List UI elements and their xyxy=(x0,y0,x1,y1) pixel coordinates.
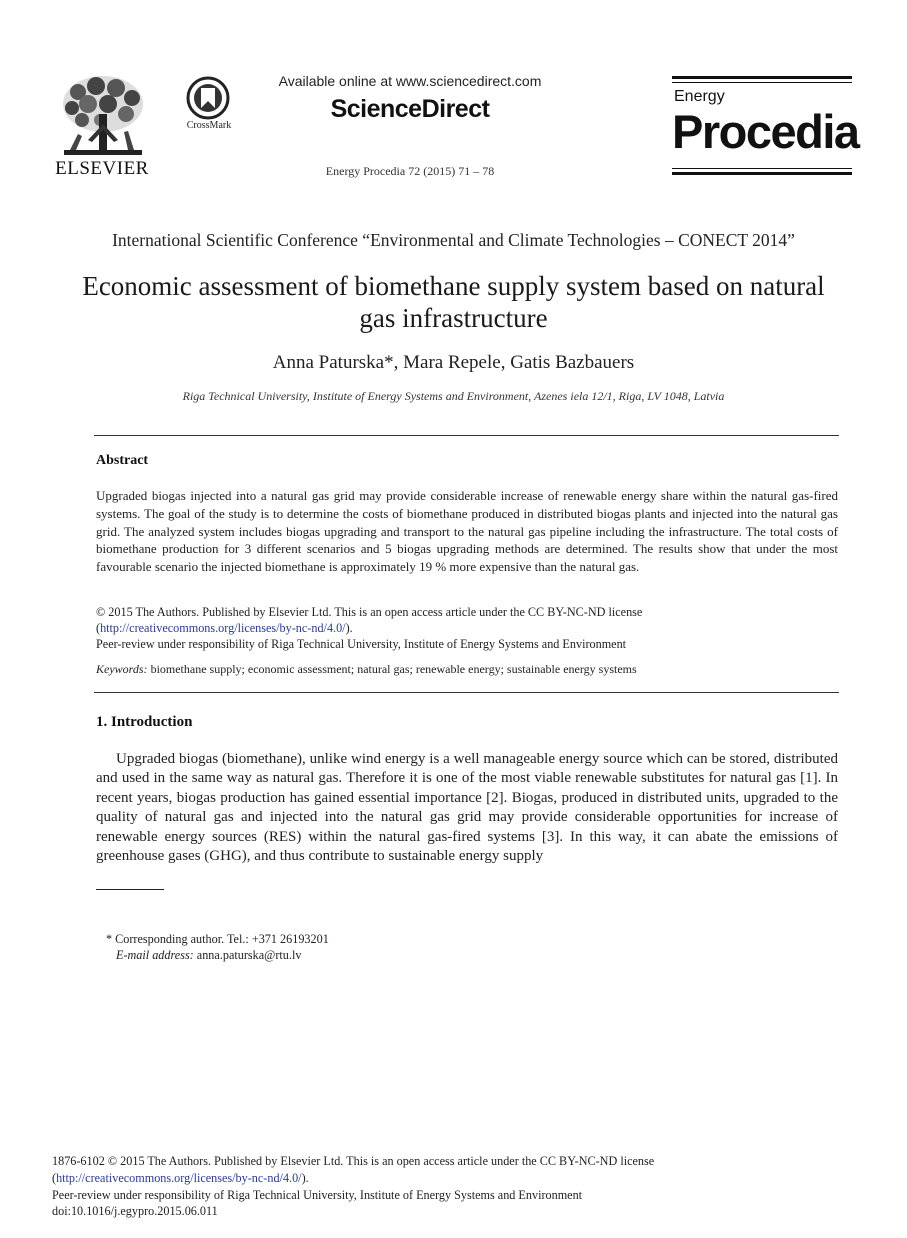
available-online: Available online at www.sciencedirect.com xyxy=(278,73,542,89)
elsevier-wordmark: ELSEVIER xyxy=(55,158,149,179)
abstract-text: Upgraded biogas injected into a natural gas grid may provide considerable increase of renewable energy share within the natural gas-fired systems. The goal of the study is to determine the costs of biomethane produced in distributed biogas plants and injected into the natural gas grid. The analyzed system includes biogas upgrading and transport to the natural gas pipeline including the infrastructure. The total costs of biomethane production for 3 different scenarios and 5 biogas upgrading methods are determined. The results show that under the most favourable scenario the injected biomethane is approximately 19 % more expensive than the natural gas. xyxy=(96,488,838,575)
journal-name-main: Procedia xyxy=(672,105,859,158)
footer-paren-open: ( xyxy=(52,1170,57,1185)
paper-title-line-1: Economic assessment of biomethane supply system based on natural xyxy=(82,271,825,301)
keywords-label: Keywords: xyxy=(96,662,148,676)
license-url-line xyxy=(96,620,838,636)
email-line xyxy=(106,947,329,963)
email-address[interactable]: anna.paturska@rtu.lv xyxy=(193,948,302,962)
crossmark-label: CrossMark xyxy=(186,120,232,131)
footnote xyxy=(106,931,329,963)
logo-rule-bottom xyxy=(672,172,852,175)
divider-top xyxy=(94,435,839,436)
keywords xyxy=(96,662,838,677)
footer-license-link[interactable]: http://creativecommons.org/licenses/by-nc-nd/4.0/ xyxy=(56,1170,302,1185)
elsevier-tree-icon xyxy=(58,74,148,158)
license-link[interactable]: http://creativecommons.org/licenses/by-nc-nd/4.0/ xyxy=(100,621,346,635)
divider-bottom xyxy=(94,692,839,693)
author-list: Anna Paturska*, Mara Repele, Gatis Bazbauers xyxy=(272,352,635,373)
paper-title-line-2: gas infrastructure xyxy=(359,303,548,333)
crossmark-icon xyxy=(186,76,230,120)
copyright-line: © 2015 The Authors. Published by Elsevier Ltd. This is an open access article under the CC BY-NC-ND license xyxy=(96,605,643,619)
doi[interactable]: doi:10.1016/j.egypro.2015.06.011 xyxy=(52,1204,218,1219)
footnote-rule xyxy=(96,889,164,890)
footer-peer-review: Peer-review under responsibility of Riga Technical University, Institute of Energy Systems and Environment xyxy=(52,1187,583,1202)
peer-review-line: Peer-review under responsibility of Riga Technical University, Institute of Energy Systems and Environment xyxy=(96,637,627,651)
logo-rule-top xyxy=(672,76,852,79)
email-label: E-mail address: xyxy=(116,948,194,962)
page-footer xyxy=(52,1153,852,1220)
energy-procedia-logo xyxy=(672,74,859,178)
sciencedirect-wordmark: ScienceDirect xyxy=(330,95,490,123)
paper-title xyxy=(60,270,847,334)
affiliation: Riga Technical University, Institute of Energy Systems and Environment, Azenes iela 12/1, Riga, LV 1048, Latvia xyxy=(182,389,725,403)
journal-name-top: Energy xyxy=(674,88,725,105)
logo-rule-bottom-thin xyxy=(672,168,852,169)
keywords-list: biomethane supply; economic assessment; natural gas; renewable energy; sustainable energy systems xyxy=(147,662,637,676)
journal-citation: Energy Procedia 72 (2015) 71 – 78 xyxy=(325,164,495,178)
abstract-heading: Abstract xyxy=(96,453,149,468)
license-paren-close: ). xyxy=(345,621,353,635)
license-block xyxy=(96,604,838,652)
section-heading-introduction: 1. Introduction xyxy=(96,714,193,730)
elsevier-logo xyxy=(52,74,152,178)
introduction-paragraph: Upgraded biogas (biomethane), unlike wind energy is a well manageable energy source which can be stored, distributed and used in the same way as natural gas. Therefore it is one of the most viable renewable substitutes for natural gas [1]. In recent years, biogas production has gained essential importance [2]. Biogas, produced in distributed units, upgraded to the quality of natural gas and injected into the natural gas grid may provide considerable opportunities for increase of renewable energy sources (RES) within the natural gas-fired systems [3]. In this way, it can abate the emissions of greenhouse gases (GHG), and thus contribute to sustainable energy supply xyxy=(96,751,838,865)
crossmark-badge[interactable] xyxy=(180,76,240,136)
footer-license-line xyxy=(52,1170,852,1187)
license-paren-open: ( xyxy=(96,621,101,635)
logo-rule-top-thin xyxy=(672,82,852,83)
footer-paren-close: ). xyxy=(301,1170,309,1185)
conference-name: International Scientific Conference “Environmental and Climate Technologies – CONECT 2014” xyxy=(112,230,795,250)
introduction-text xyxy=(96,750,838,866)
corresponding-author: * Corresponding author. Tel.: +371 26193201 xyxy=(106,932,329,946)
issn-line: 1876-6102 © 2015 The Authors. Published by Elsevier Ltd. This is an open access article under the CC BY-NC-ND license xyxy=(52,1154,655,1168)
